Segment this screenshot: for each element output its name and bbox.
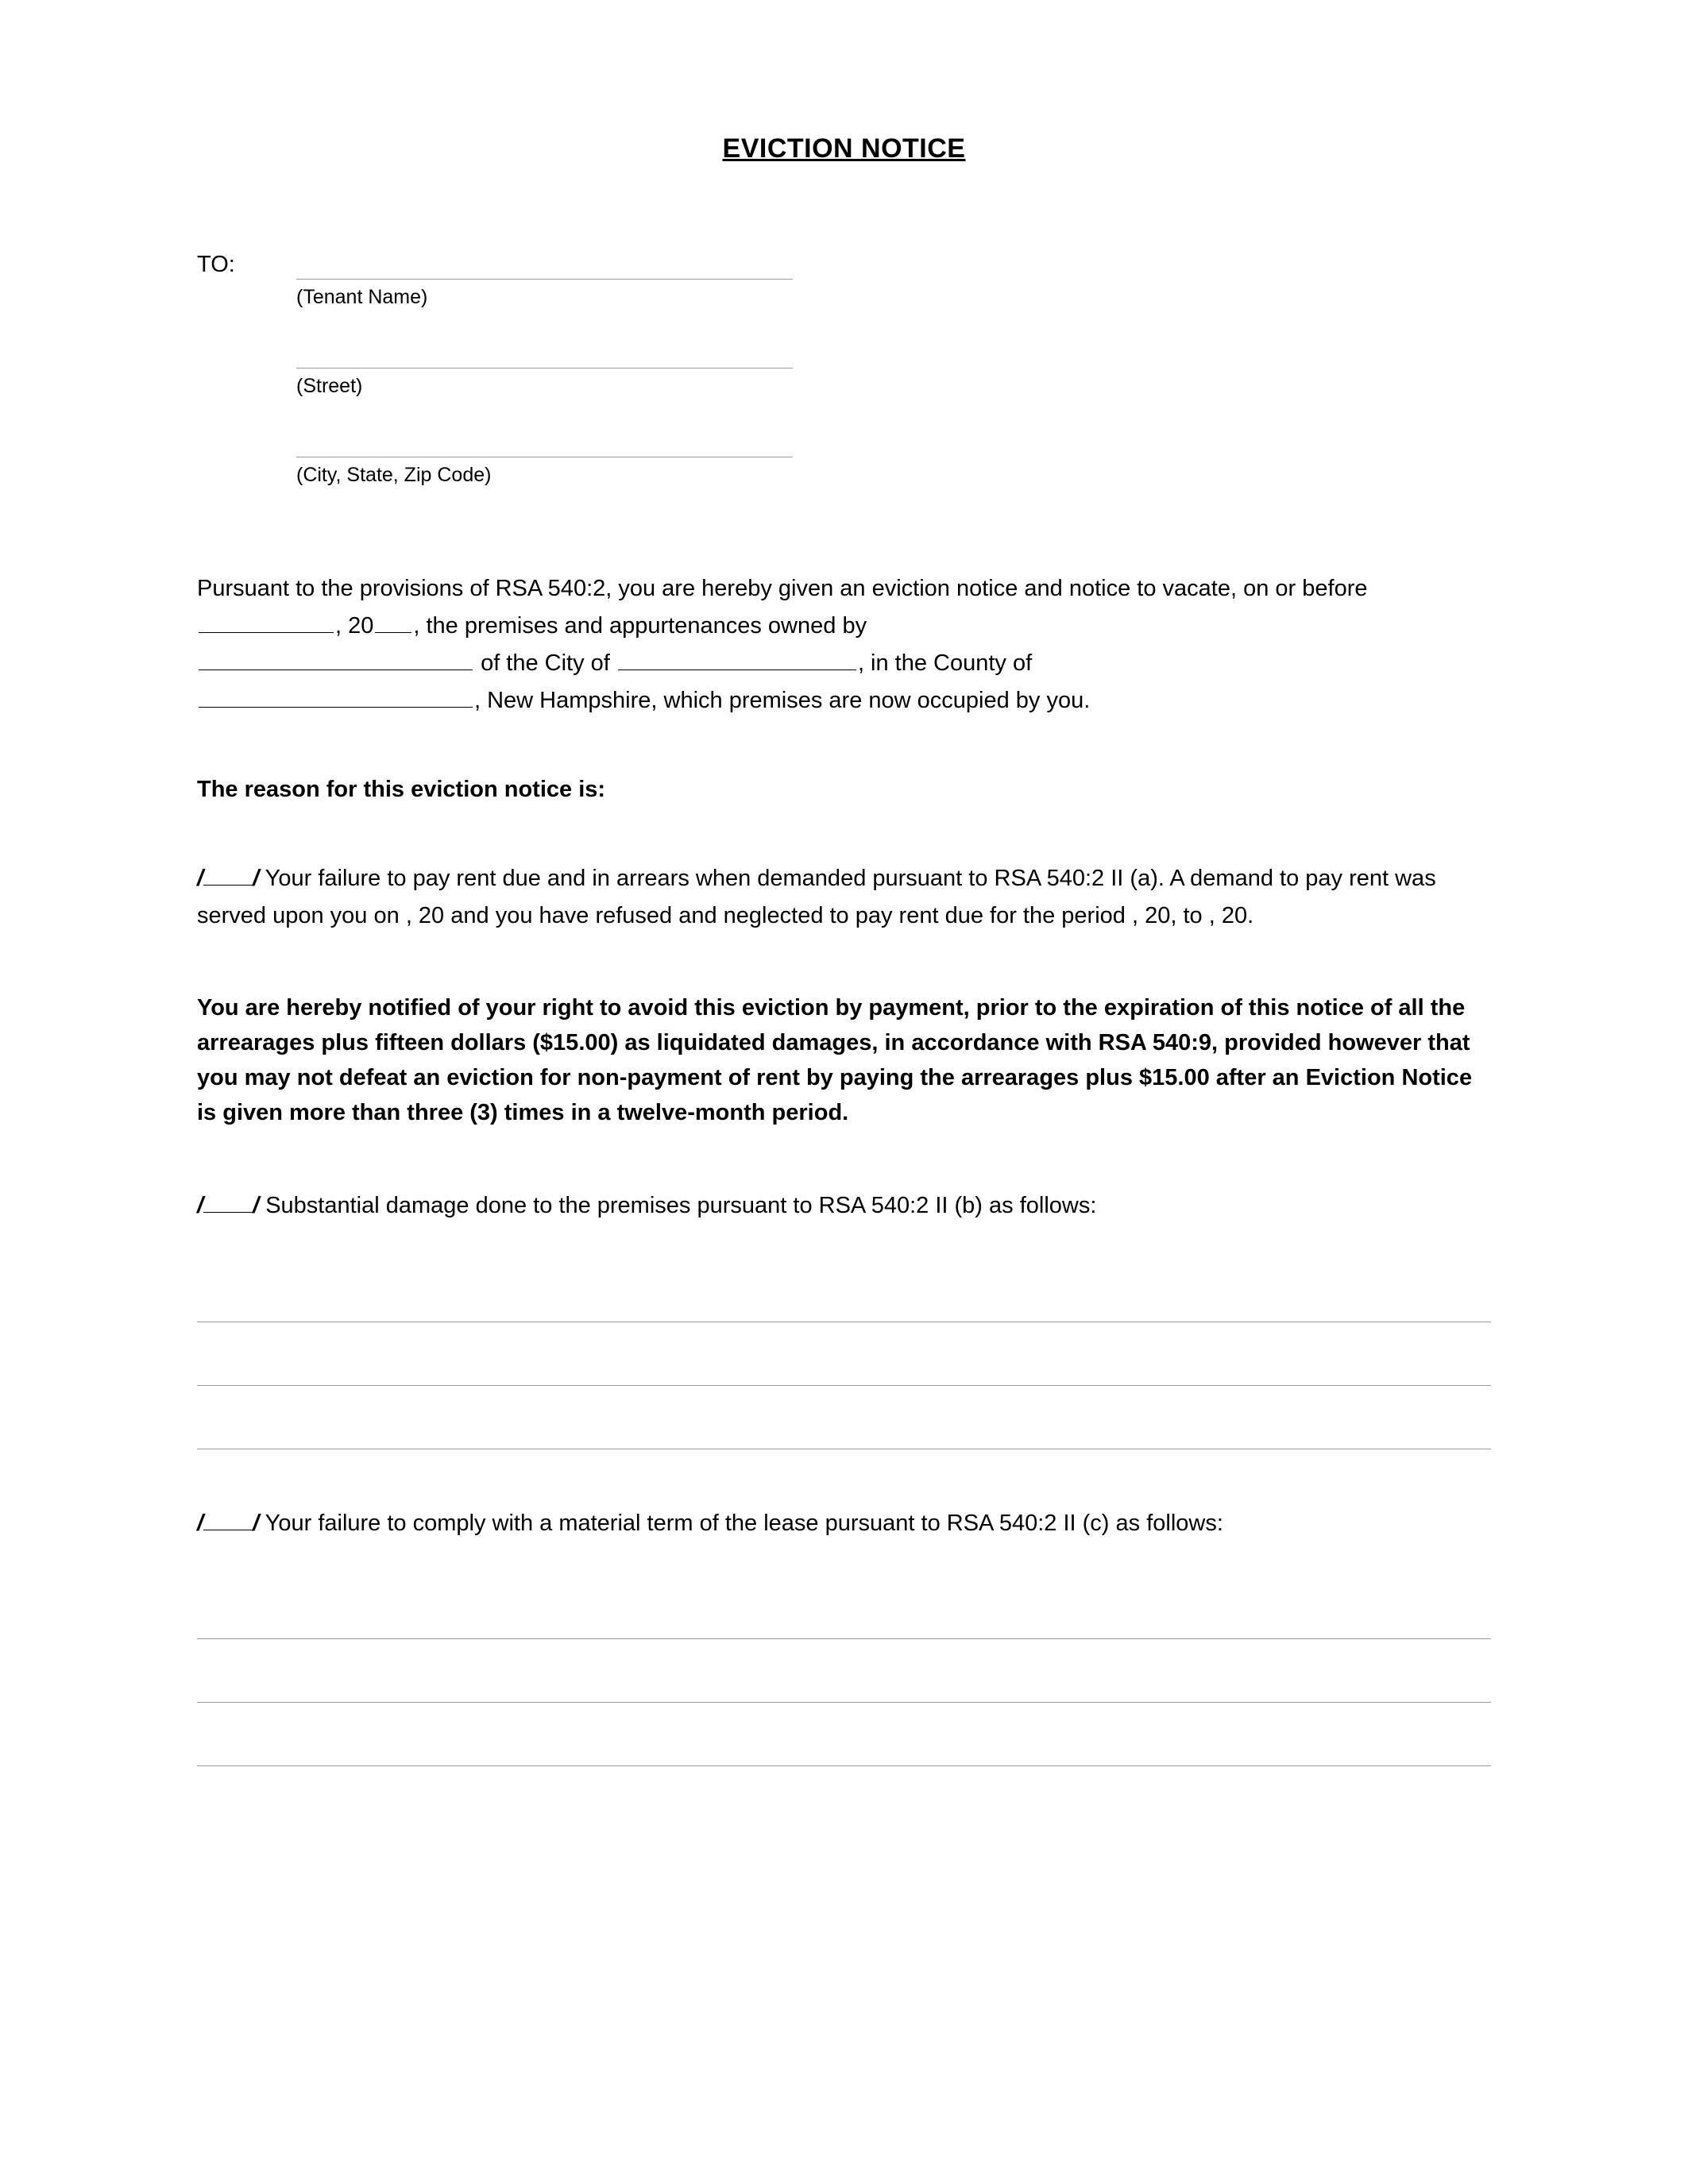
checkbox-a-blank[interactable]	[203, 862, 253, 886]
checkbox-b-slash-left[interactable]: /	[197, 1193, 204, 1219]
reason-b-line-1[interactable]	[197, 1274, 1491, 1322]
city-blank[interactable]	[618, 646, 856, 670]
reason-a-text-3: and you have refused and neglected to pay rent due for the period	[450, 902, 1126, 928]
city-state-zip-input[interactable]	[296, 430, 1491, 457]
checkbox-c-blank[interactable]	[203, 1507, 253, 1530]
vacate-date-blank[interactable]	[199, 608, 334, 633]
street-spacer	[197, 365, 296, 369]
reason-c-line-2[interactable]	[197, 1639, 1491, 1703]
reason-a-text-1: Your failure to pay rent due and in arrears when demanded pursuant to RSA 540:2 II (a). A demand to pay rent was served upon you on	[197, 865, 1436, 928]
checkbox-c-slash-right[interactable]: /	[253, 1511, 260, 1537]
tenant-name-input[interactable]	[296, 252, 1491, 280]
tenant-name-caption: (Tenant Name)	[296, 286, 428, 308]
checkbox-b-slash-right[interactable]: /	[253, 1193, 260, 1219]
intro-text-4: of the City of	[481, 650, 610, 676]
reason-c-line-3[interactable]	[197, 1703, 1491, 1766]
checkbox-c-slash-left[interactable]: /	[197, 1511, 204, 1537]
reason-b-line-2[interactable]	[197, 1322, 1491, 1386]
reason-c-paragraph	[197, 1507, 1491, 1542]
reason-a-text-6: , 20	[1208, 902, 1248, 928]
checkbox-a-slash-right[interactable]: /	[253, 865, 260, 891]
reason-c-write-area[interactable]	[197, 1591, 1491, 1766]
intro-text-2: , 20	[335, 612, 374, 639]
intro-text-3: , the premises and appurtenances owned by	[413, 612, 867, 639]
reason-a-text-4: , 20	[1131, 902, 1171, 928]
reason-a-text-7: .	[1247, 902, 1254, 928]
vacate-year-blank[interactable]	[375, 608, 411, 633]
intro-text-6: , New Hampshire, which premises are now occupied by you.	[474, 687, 1091, 713]
tenant-name-line[interactable]	[296, 252, 793, 280]
street-input[interactable]	[296, 341, 1491, 369]
reason-a-paragraph	[197, 860, 1491, 935]
reason-c-line-1[interactable]	[197, 1591, 1491, 1639]
owner-name-blank[interactable]	[199, 646, 473, 670]
city-spacer	[197, 454, 296, 457]
reason-c-text: Your failure to comply with a material term of the lease pursuant to RSA 540:2 II (c) as follows:	[265, 1511, 1223, 1537]
intro-paragraph	[197, 570, 1491, 720]
checkbox-a-slash-left[interactable]: /	[197, 865, 204, 891]
city-state-zip-line[interactable]	[296, 430, 793, 457]
county-blank[interactable]	[199, 682, 473, 707]
checkbox-b-blank[interactable]	[203, 1189, 253, 1213]
reason-b-text: Substantial damage done to the premises pursuant to RSA 540:2 II (b) as follows:	[265, 1193, 1097, 1219]
reason-b-write-area[interactable]	[197, 1274, 1491, 1449]
reason-heading: The reason for this eviction notice is:	[197, 776, 606, 802]
to-label: TO:	[197, 252, 235, 277]
reason-b-paragraph	[197, 1187, 1491, 1225]
street-caption: (Street)	[296, 375, 363, 397]
page-title: EVICTION NOTICE	[722, 133, 966, 164]
reason-a-text-5: , to	[1170, 902, 1203, 928]
city-state-zip-row	[197, 430, 1491, 457]
tenant-name-row	[197, 252, 1491, 280]
reason-b-line-3[interactable]	[197, 1386, 1491, 1449]
intro-text-1: Pursuant to the provisions of RSA 540:2, you are hereby given an eviction notice and notice to vacate, on or before	[197, 576, 1368, 601]
street-line[interactable]	[296, 341, 793, 369]
reason-a-text-2: , 20	[405, 902, 445, 928]
right-to-avoid-notice: You are hereby notified of your right to avoid this eviction by payment, prior to the expiration of this notice of all the arrearages plus fifteen dollars ($15.00) as liquidated damages, in accordance with RSA 540:9, provided however that you may not defeat an eviction for non-payment of rent by paying the arrearages plus $15.00 after an Eviction Notice is given more than three (3) times in a twelve-month period.	[197, 994, 1473, 1126]
street-row	[197, 341, 1491, 369]
city-state-zip-caption: (City, State, Zip Code)	[296, 464, 492, 486]
intro-text-5: , in the County of	[857, 650, 1033, 676]
recipient-block	[197, 252, 1491, 487]
